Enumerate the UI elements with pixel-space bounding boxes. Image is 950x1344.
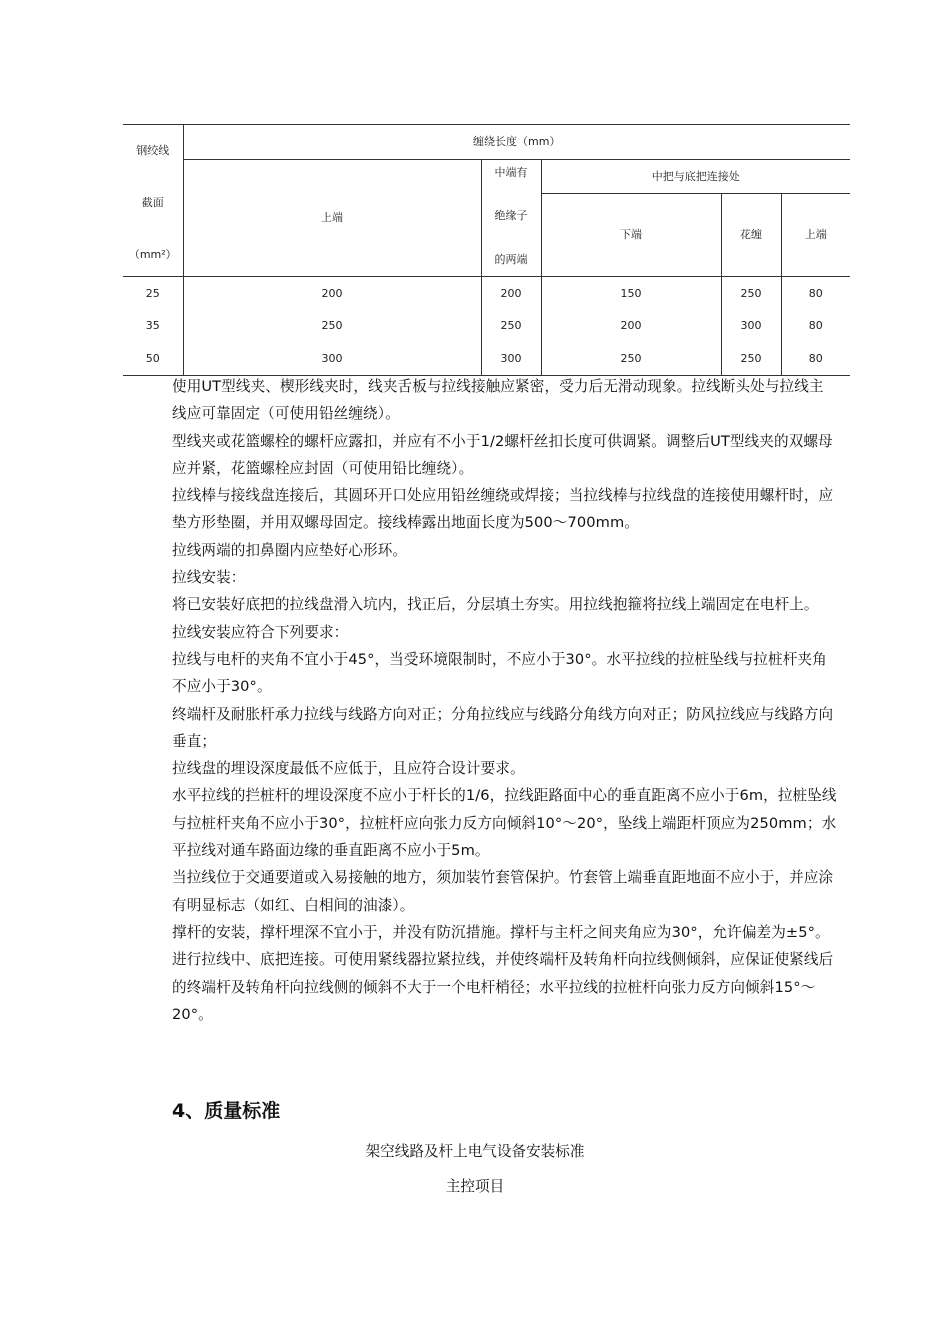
table-cell: 250: [721, 343, 781, 376]
table-cell: 80: [781, 343, 850, 376]
table-cell: 300: [183, 343, 481, 376]
paragraph: 水平拉线的拦桩杆的埋设深度不应小于杆长的1/6，拉线距路面中心的垂直距离不应小于6m，拉桩坠线与拉桩杆夹角不应小于30°，拉桩杆应向张力反方向倾斜10°～20°，坠线上端距杆顶应为250mm；水平拉线对通车路面边缘的垂直距离不应小于5m。: [172, 787, 837, 860]
table-cell: 200: [481, 277, 541, 310]
table-cell: 250: [183, 310, 481, 343]
middle-end-line-1: 中端有: [494, 166, 528, 179]
paragraph: 型线夹或花篮螺栓的螺杆应露扣，并应有不小于1/2螺杆丝扣长度可供调紧。调整后UT型线夹的双螺母应并紧，花篮螺栓应封固（可使用铅比缠绕）。: [172, 432, 833, 477]
joint-header: 中把与底把连接处: [541, 160, 850, 194]
paragraph: 拉线安装应符合下列要求：: [172, 623, 349, 641]
middle-end-line-2: 绝缘子: [494, 209, 528, 223]
table-cell: 250: [721, 277, 781, 310]
header-wire: 钢绞线: [136, 143, 170, 157]
header-section: 截面: [141, 195, 164, 209]
paragraph: 拉线与电杆的夹角不宜小于45°，当受环境限制时，不应小于30°。水平拉线的拉桩坠线与拉桩杆夹角不应小于30°。: [172, 650, 827, 696]
paragraph: 终端杆及耐胀杆承力拉线与线路方向对正；分角拉线应与线路分角线方向对正；防风拉线应与线路方向垂直；: [172, 705, 834, 750]
middle-end-line-3: 的两端: [494, 252, 528, 266]
table-cell: 35: [145, 319, 160, 333]
table-cell: 150: [541, 277, 721, 310]
length-header: 缠绕长度（mm）: [183, 125, 850, 160]
paragraph: 拉线安装：: [172, 569, 246, 587]
middle-end-header: [481, 160, 541, 277]
header-unit: （mm²）: [128, 248, 177, 262]
section-subtitle-2: 主控项目: [445, 1178, 505, 1195]
table-cell: 250: [481, 310, 541, 343]
paragraph: 拉线盘的埋设深度最低不应低于，且应符合设计要求。: [172, 760, 525, 778]
joint-upper-header: 上端: [781, 194, 850, 277]
table-cell: 300: [721, 310, 781, 343]
table-cell: 200: [541, 310, 721, 343]
section-heading: 4、质量标准: [172, 1100, 281, 1122]
upper-end-header: 上端: [183, 160, 481, 277]
paragraph: 使用UT型线夹、楔形线夹时，线夹舌板与拉线接触应紧密，受力后无滑动现象。拉线断头处与拉线主线应可靠固定（可使用铅丝缠绕）。: [172, 378, 824, 423]
wire-section-header: [123, 125, 183, 277]
paragraph: 拉线棒与接线盘连接后，其圆环开口处应用铅丝缠绕或焊接；当拉线棒与拉线盘的连接使用螺杆时，应垫方形垫圈，并用双螺母固定。接线棒露出地面长度为500～700mm。: [172, 487, 834, 532]
table-row: [123, 343, 850, 376]
paragraph: 拉线两端的扣鼻圈内应垫好心形环。: [172, 541, 408, 559]
table-cell: 250: [541, 343, 721, 376]
table-row: [123, 310, 850, 343]
table-cell: 300: [481, 343, 541, 376]
table-cell: 80: [781, 277, 850, 310]
table-cell: 80: [781, 310, 850, 343]
table-cell: 25: [145, 286, 160, 300]
body-text: [172, 373, 837, 1028]
paragraph: 当拉线位于交通要道或入易接触的地方，须加装竹套管保护。竹套管上端垂直距地面不应小于，并应涂有明显标志（如红、白相间的油漆）。: [172, 869, 834, 914]
joint-wrap-header: 花缠: [721, 194, 781, 277]
paragraph: 撑杆的安装，撑杆埋深不宜小于，并没有防沉措施。撑杆与主杆之间夹角应为30°，允许偏差为±5°。: [172, 923, 830, 941]
table-cell: 50: [123, 343, 183, 376]
paragraph: 将已安装好底把的拉线盘滑入坑内，找正后，分层填土夯实。用拉线抱箍将拉线上端固定在电杆上。: [172, 596, 819, 614]
joint-lower-header: 下端: [541, 194, 721, 277]
paragraph: 进行拉线中、底把连接。可使用紧线器拉紧拉线，并使终端杆及转角杆向拉线侧倾斜，应保证使紧线后的终端杆及转角杆向拉线侧的倾斜不大于一个电杆梢径；水平拉线的拉桩杆向张力反方向倾斜15°～20°。: [172, 951, 834, 1023]
section-subtitle: 架空线路及杆上电气设备安装标准: [365, 1143, 585, 1160]
table-cell: 200: [183, 277, 481, 310]
table-row: [123, 277, 850, 310]
wire-winding-table: [123, 124, 850, 376]
